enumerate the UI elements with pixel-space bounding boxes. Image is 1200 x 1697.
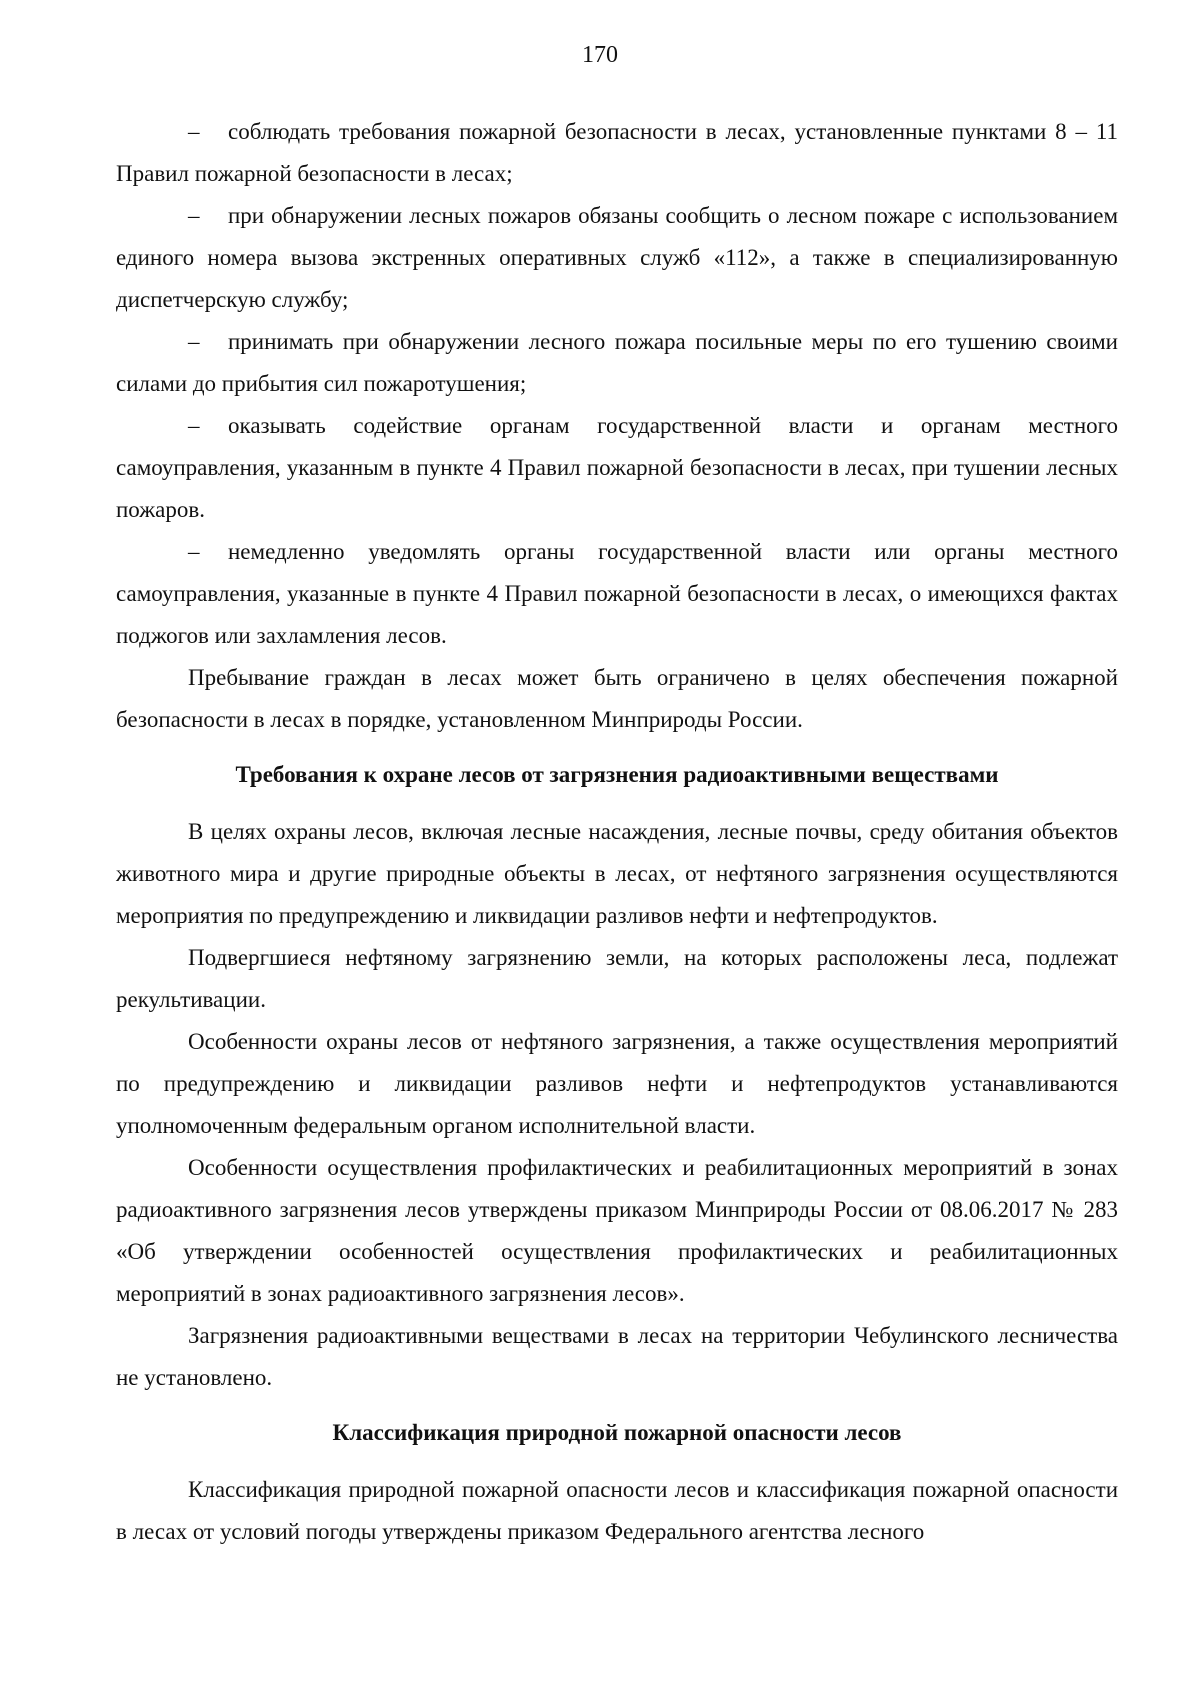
list-item <box>116 321 1118 405</box>
list-item-text: немедленно уведомлять органы государственной власти или органы местного самоуправления, указанные в пункте 4 Правил пожарной безопасности в лесах, о имеющихся фактах поджогов или захламления лесов. <box>116 539 1118 648</box>
list-dash: – <box>188 119 200 144</box>
list-dash: – <box>188 329 200 354</box>
list-item-text: соблюдать требования пожарной безопасности в лесах, установленные пунктами 8 – 11 Правил пожарной безопасности в лесах; <box>116 119 1118 186</box>
list-dash: – <box>188 539 200 564</box>
document-body <box>116 111 1118 1553</box>
list-item-text: при обнаружении лесных пожаров обязаны сообщить о лесном пожаре с использованием единого номера вызова экстренных оперативных служб «112», а также в специализированную диспетчерскую службу; <box>116 203 1118 312</box>
paragraph: Особенности охраны лесов от нефтяного загрязнения, а также осуществления мероприятий по предупреждению и ликвидации разливов нефти и нефтепродуктов устанавливаются уполномоченным федеральным органом исполнительной власти. <box>116 1029 1118 1138</box>
list-item-text: оказывать содействие органам государственной власти и органам местного самоуправления, указанным в пункте 4 Правил пожарной безопасности в лесах, при тушении лесных пожаров. <box>116 413 1118 522</box>
list-item-text: принимать при обнаружении лесного пожара посильные меры по его тушению своими силами до прибытия сил пожаротушения; <box>116 329 1118 396</box>
list-dash: – <box>188 413 200 438</box>
list-item <box>116 531 1118 657</box>
paragraph: Особенности осуществления профилактических и реабилитационных мероприятий в зонах радиоактивного загрязнения лесов утверждены приказом Минприроды России от 08.06.2017 № 283 «Об утверждении особенностей осуществления профилактических и реабилитационных мероприятий в зонах радиоактивного загрязнения лесов». <box>116 1155 1118 1306</box>
list-item <box>116 111 1118 195</box>
list-item <box>116 195 1118 321</box>
list-item <box>116 405 1118 531</box>
section-heading-classification: Классификация природной пожарной опасности лесов <box>332 1420 902 1445</box>
paragraph: Загрязнения радиоактивными веществами в лесах на территории Чебулинского лесничества не установлено. <box>116 1323 1118 1390</box>
paragraph: Подвергшиеся нефтяному загрязнению земли, на которых расположены леса, подлежат рекультивации. <box>116 945 1118 1012</box>
paragraph-stay-restriction: Пребывание граждан в лесах может быть ограничено в целях обеспечения пожарной безопасности в лесах в порядке, установленном Минприроды России. <box>116 665 1118 732</box>
list-dash: – <box>188 203 200 228</box>
section-heading-radioactive: Требования к охране лесов от загрязнения радиоактивными веществами <box>235 762 999 787</box>
paragraph-classification: Классификация природной пожарной опасности лесов и классификация пожарной опасности в лесах от условий погоды утверждены приказом Федерального агентства лесного <box>116 1477 1118 1544</box>
paragraph: В целях охраны лесов, включая лесные насаждения, лесные почвы, среду обитания объектов животного мира и другие природные объекты в лесах, от нефтяного загрязнения осуществляются мероприятия по предупреждению и ликвидации разливов нефти и нефтепродуктов. <box>116 819 1118 928</box>
page-number: 170 <box>582 42 618 68</box>
